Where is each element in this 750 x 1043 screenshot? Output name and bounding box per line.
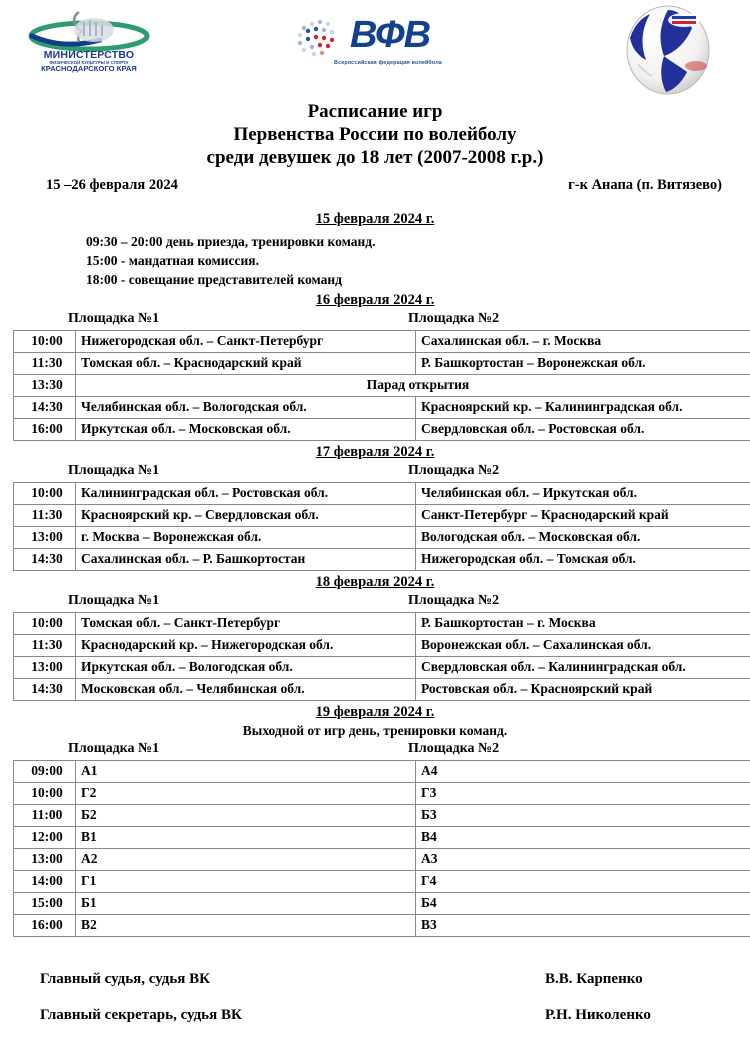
court-1-label: Площадка №1 [68, 311, 159, 327]
ministry-emblem-icon [24, 6, 154, 54]
match-time: 14:30 [14, 679, 76, 701]
training-time: 10:00 [14, 783, 76, 805]
court-1-label: Площадка №1 [68, 741, 159, 757]
day-heading-17feb: 17 февраля 2024 г. [0, 444, 750, 461]
match-court2: Санкт-Петербург – Краснодарский край [416, 505, 750, 527]
signature-name: Р.Н. Николенко [545, 1007, 651, 1024]
match-time: 13:00 [14, 527, 76, 549]
match-court1: Иркутская обл. – Московская обл. [76, 419, 416, 441]
match-court1: Нижегородская обл. – Санкт-Петербург [76, 331, 416, 353]
court-headers-19feb [0, 741, 750, 760]
training-court1: В2 [76, 915, 416, 937]
match-time: 13:00 [14, 657, 76, 679]
court-2-label: Площадка №2 [408, 741, 499, 757]
court-2-label: Площадка №2 [408, 463, 499, 479]
event-venue: г-к Анапа (п. Витязево) [568, 177, 722, 194]
match-court2: Нижегородская обл. – Томская обл. [416, 549, 750, 571]
court-headers-18feb [0, 593, 750, 612]
training-time: 11:00 [14, 805, 76, 827]
match-time: 11:30 [14, 505, 76, 527]
training-time: 09:00 [14, 761, 76, 783]
match-court1: Томская обл. – Краснодарский край [76, 353, 416, 375]
match-court1: Челябинская обл. – Вологодская обл. [76, 397, 416, 419]
title-line-2: Первенства России по волейболу [0, 123, 750, 146]
title-line-3: среди девушек до 18 лет (2007-2008 г.р.) [0, 146, 750, 169]
day-notes-15feb [86, 232, 750, 289]
table-row [14, 761, 750, 783]
ministry-krasnodar-logo [24, 6, 154, 82]
training-court1: Г1 [76, 871, 416, 893]
match-time: 14:30 [14, 549, 76, 571]
training-court2: Г3 [416, 783, 750, 805]
table-row [14, 635, 750, 657]
schedule-table-17feb [13, 482, 750, 571]
table-row [14, 679, 750, 701]
match-time: 10:00 [14, 331, 76, 353]
match-time: 16:00 [14, 419, 76, 441]
training-court2: Б3 [416, 805, 750, 827]
day-note-19feb: Выходной от игр день, тренировки команд. [0, 723, 750, 739]
training-court1: Г2 [76, 783, 416, 805]
table-row [14, 549, 750, 571]
note-line: 15:00 - мандатная комиссия. [86, 251, 750, 270]
schedule-table-18feb [13, 612, 750, 701]
training-time: 13:00 [14, 849, 76, 871]
signature-name: В.В. Карпенко [545, 971, 643, 988]
training-time: 12:00 [14, 827, 76, 849]
match-court2: Челябинская обл. – Иркутская обл. [416, 483, 750, 505]
table-row [14, 893, 750, 915]
training-time: 16:00 [14, 915, 76, 937]
match-time: 11:30 [14, 353, 76, 375]
training-court1: Б1 [76, 893, 416, 915]
match-court2: Р. Башкортостан – Воронежская обл. [416, 353, 750, 375]
match-court2: Красноярский кр. – Калининградская обл. [416, 397, 750, 419]
table-row [14, 915, 750, 937]
match-court1: г. Москва – Воронежская обл. [76, 527, 416, 549]
volleyball-icon [620, 4, 716, 96]
vfv-subtitle: Всероссийская федерация волейбола [290, 60, 486, 66]
training-court2: В4 [416, 827, 750, 849]
training-court2: А4 [416, 761, 750, 783]
court-headers-16feb [0, 311, 750, 330]
document-title [0, 100, 750, 169]
table-row [14, 483, 750, 505]
training-court1: Б2 [76, 805, 416, 827]
match-court2: Ростовская обл. – Красноярский край [416, 679, 750, 701]
match-time: 11:30 [14, 635, 76, 657]
table-row [14, 871, 750, 893]
match-time: 10:00 [14, 613, 76, 635]
match-court1: Иркутская обл. – Вологодская обл. [76, 657, 416, 679]
match-court2: Свердловская обл. – Ростовская обл. [416, 419, 750, 441]
day-heading-15feb: 15 февраля 2024 г. [0, 211, 750, 228]
vfv-wordmark: ВФВ [350, 14, 430, 57]
table-row [14, 849, 750, 871]
match-court2: Свердловская обл. – Калининградская обл. [416, 657, 750, 679]
table-row [14, 657, 750, 679]
training-time: 15:00 [14, 893, 76, 915]
training-court1: В1 [76, 827, 416, 849]
training-court1: А2 [76, 849, 416, 871]
match-time: 10:00 [14, 483, 76, 505]
table-row [14, 805, 750, 827]
training-table-19feb [13, 760, 750, 937]
match-court1: Томская обл. – Санкт-Петербург [76, 613, 416, 635]
volleyball-image [620, 4, 716, 96]
training-court1: А1 [76, 761, 416, 783]
table-row [14, 419, 750, 441]
note-line: 09:30 – 20:00 день приезда, тренировки команд. [86, 232, 750, 251]
match-court1: Краснодарский кр. – Нижегородская обл. [76, 635, 416, 657]
signature-block [0, 971, 750, 1043]
vfv-globe-icon [288, 14, 346, 58]
table-row [14, 613, 750, 635]
logo-bar [0, 0, 750, 96]
ministry-line-2: ФИЗИЧЕСКОЙ КУЛЬТУРЫ И СПОРТА [24, 61, 154, 65]
table-row-ceremony [14, 375, 750, 397]
event-meta-row [0, 177, 750, 197]
court-headers-17feb [0, 463, 750, 482]
training-court2: А3 [416, 849, 750, 871]
ministry-line-3: КРАСНОДАРСКОГО КРАЯ [24, 65, 154, 73]
ministry-line-1: МИНИСТЕРСТВО [24, 50, 154, 61]
court-2-label: Площадка №2 [408, 311, 499, 327]
note-line: 18:00 - совещание представителей команд [86, 270, 750, 289]
court-1-label: Площадка №1 [68, 593, 159, 609]
training-court2: Б4 [416, 893, 750, 915]
table-row [14, 331, 750, 353]
table-row [14, 827, 750, 849]
day-heading-19feb: 19 февраля 2024 г. [0, 704, 750, 721]
schedule-table-16feb [13, 330, 750, 441]
table-row [14, 353, 750, 375]
title-line-1: Расписание игр [0, 100, 750, 123]
match-time: 14:30 [14, 397, 76, 419]
training-time: 14:00 [14, 871, 76, 893]
match-court1: Калининградская обл. – Ростовская обл. [76, 483, 416, 505]
ministry-logo-text [24, 50, 154, 73]
match-court2: Сахалинская обл. – г. Москва [416, 331, 750, 353]
signature-row-chief-referee [0, 971, 750, 1007]
signature-role: Главный секретарь, судья ВК [40, 1007, 242, 1024]
event-dates: 15 –26 февраля 2024 [46, 177, 178, 194]
match-court2: Р. Башкортостан – г. Москва [416, 613, 750, 635]
signature-role: Главный судья, судья ВК [40, 971, 210, 988]
day-heading-16feb: 16 февраля 2024 г. [0, 292, 750, 309]
signature-row-chief-secretary [0, 1007, 750, 1043]
court-1-label: Площадка №1 [68, 463, 159, 479]
table-row [14, 505, 750, 527]
match-court1: Красноярский кр. – Свердловская обл. [76, 505, 416, 527]
match-court1: Московская обл. – Челябинская обл. [76, 679, 416, 701]
ceremony-label: Парад открытия [76, 375, 750, 397]
table-row [14, 527, 750, 549]
training-court2: В3 [416, 915, 750, 937]
table-row [14, 397, 750, 419]
match-court2: Вологодская обл. – Московская обл. [416, 527, 750, 549]
match-time: 13:30 [14, 375, 76, 397]
training-court2: Г4 [416, 871, 750, 893]
match-court2: Воронежская обл. – Сахалинская обл. [416, 635, 750, 657]
vfv-logo [288, 14, 486, 72]
court-2-label: Площадка №2 [408, 593, 499, 609]
day-heading-18feb: 18 февраля 2024 г. [0, 574, 750, 591]
match-court1: Сахалинская обл. – Р. Башкортостан [76, 549, 416, 571]
table-row [14, 783, 750, 805]
